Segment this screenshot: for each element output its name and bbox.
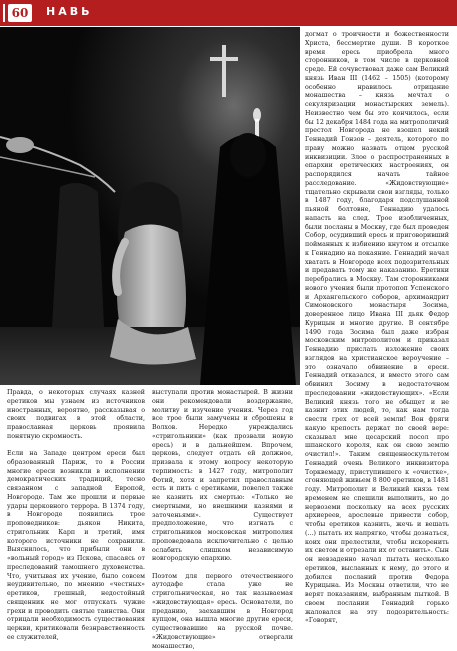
paragraph: выступали против монастырей. В жизни они рекомендовали воздержание, молитву и изучение учения. Через год все трое были замучены и сброшены в Волхов. Нередко унреждались «стригольники» (как прозвали новую ересь) и в дальнейшем. Впрочем, церковь, следует отдать ей должное, призвала к этому вопросу некоторую терпимость: в 1427 году, митрополит Фотий, хотя и запретил православным есть и пить с еретиками, повелел также не казнить их смертью: «Только не смертными, но внешними казнями и заточеньями». Существует предположение, что изгнать с стригольников московская митрополия проповедовала исключительно с целью ослабить слишком независимую новгородскую епархию. <box>152 389 293 563</box>
photograph-icon <box>0 27 300 385</box>
paragraph: Поэтом для первого отечественного аутодафе стала уже не стригольническая, но так называемая «жидовствующая» ересь. Основатели, по преданию, заехавшим в Новгород купцом, она вышла многие другие ереси, существовавшие на русской почве. «Жидовствующие» отвергали монашество, <box>152 572 293 650</box>
text-column-right <box>305 31 449 626</box>
paragraph: Правда, о некоторых случаях казней еретиков мы узнаем из источников иностранных, вероятно, рассказывая о своих подвигах в этой области, православная церковь проявила понятную скромность. <box>7 389 145 440</box>
paragraph: Если на Западе центром ереси был образованный Париж, то в России многие ереси возникли в исполнении демократических традиций, тесно связанном с западной Европой, Новгороде. Там же прошли и первые удары церковного террора. В 1374 году, в Новгороде появились трое проповедников: дьякон Никита, стригольник Карп и третий, имя которого источники не сохранили. Выяснилось, что прибыли они в «вольный город» из Пскова, спасаясь от преследований тамошнего духовенства. Что, учитывая их учение, было совсем неудивительно, по мнению «честных» еретиков, грешный, недостойный священник не мог отпускать чужие грехи и проводить святые таинства. Они отрицали необходимость существования церкви, критиковали безнравственность ее служителей, <box>7 450 145 641</box>
paragraph: догмат о троичности и божественности Христа, бессмертие души. В короткое время ересь приобрела много сторонников, в том числе в церковной среде. Ей сочувствовал даже сам Великий князь Иван III (1462 – 1505) (которому особенно нравилось отрицание монашества – князь мечтал о секуляризации монастырских земель). Неизвестно чем бы это кончилось, если бы 12 декабря 1484 года на митрополичий престол Новгорода не взошел некий Геннадий Гонзов – деятель, которого по праву можно назвать отцом русской инквизиции. Злое о распространенных в епархии еретических настроениях, он распорядился начать тайное расследование. «Жидовствующие» тщательно скрывали свои взгляды, только в 1487 году, благодаря подслушанной пьяной болтовне, Геннадию удалось напасть на след. Трое изобличенных, были посланы в Москву, где был проведен Собор, осудивший ересь и приговоривший пойманных к избиению кнутом и отсылке к Геннадию на покаяние. Геннадий начал хватать в Новгороде всех подозрительных и предавать тому же наказанию. Еретики перебрались в Москву. Там сторонниками нового учения были протопоп Успенского и Архангельского соборов, архимандрит Симоновского монастыря Зосима, доверенное лицо Ивана III дьяк Федор Курицын и многие другие. В сентябре 1490 года Зосима был даже избран московским митрополитом и приказал Геннадию прислать изложение своих взглядов на христианское вероучение – это означало обвинение в ереси. Геннадий отказался, и вместо этого сам обвинил Зосиму в недостаточном преследовании «жидовствующих». «Если Великий князь того не обыщет и не казнит этих людей, то, как нам тогда свести грех от всей земли! Вон фряги какую крепость держат по своей вере: сказывал мне цесарский посол про шпанского короля, как он свою землю очистил!». Таким священноскультетом Геннадий очень Великого инквизитора Торквемаду, приступившего к «очистке», сгоняющей живьем 8 800 еретиков, в 1481 году. Митрополит и Великий князь тем временем не спешили выполнить, но до нервоземи поскольку на всех русских архиереев, арослевые привести собор, чтобы еретиков казнить, жечь и вешать (...) пытать их напрягко, чтобы дознаться, коих они прелестили, чтобы искоренить их светом и отрезали их от оставить». Сын он невзаденно начал пытать несколько еретиков, высланных к нему, до этого и добился посланий против Федора Курицына. Из Москвы ответили, что не верят показаниям, выбранным пыткой. В своем послании Геннадий горько жаловался на эту подозрительность: «Говорят, <box>305 31 449 625</box>
page-header-bar <box>0 0 457 26</box>
page-number-ornament <box>3 4 7 22</box>
text-column-middle <box>152 389 293 651</box>
page-number: 60 <box>8 4 32 22</box>
section-title: НАВЬ <box>46 5 93 18</box>
text-column-left <box>7 389 145 643</box>
photograph <box>0 27 300 385</box>
